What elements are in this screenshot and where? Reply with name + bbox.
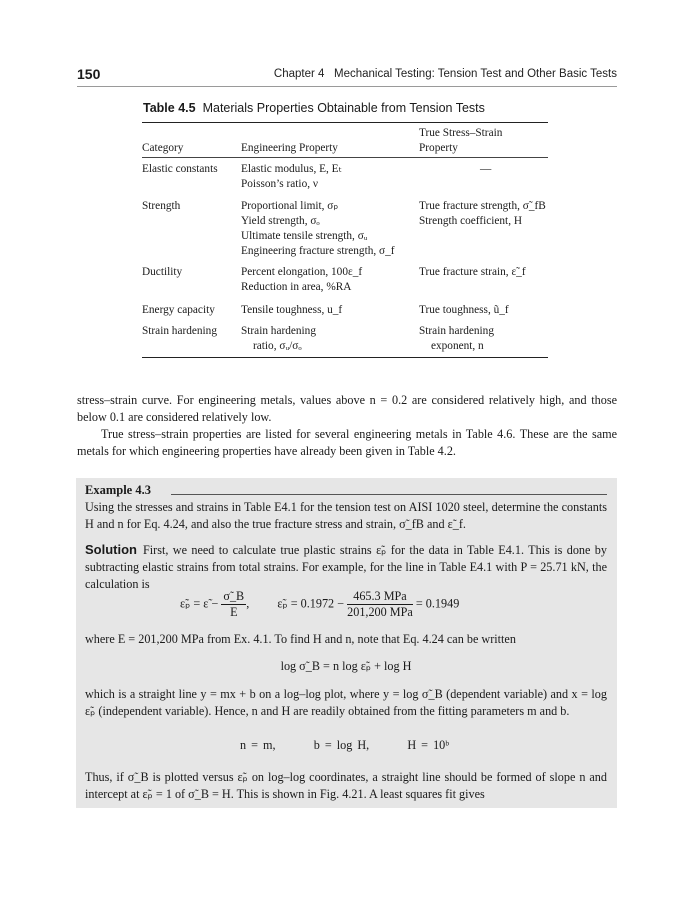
table-row-category: Energy capacity xyxy=(142,304,215,316)
page-number: 150 xyxy=(77,66,101,82)
solution-paragraph xyxy=(85,541,607,593)
table-row-category: Strain hardening xyxy=(142,325,217,337)
body-paragraph: True stress–strain properties are listed for several engineering metals in Table 4.6. These are the same metals for which engineering properties have already been given in Table 4.2. xyxy=(77,427,617,458)
solution-label: Solution xyxy=(85,542,137,557)
table-row-true: True toughness, ũ_f xyxy=(419,304,509,316)
table-caption xyxy=(143,101,485,115)
equation-plastic-strain: ε̃ₚ = ε̃ − $\frac{\sigmã\_B}{E}$ , ε̃ₚ = 0.1972 − $\frac{\text{465.3 MPa}}{\text{201,200 MPa}}$ = 0.1949 xyxy=(180,589,460,619)
thus-text: Thus, if σ̃_B is plotted versus ε̃ₚ on log–log coordinates, a straight line should be formed of slope n and intercept at ε̃ₚ = 1 of σ̃_B = H. This is shown in Fig. 4.21. A least squares fit gives xyxy=(85,770,607,801)
header-engineering-property: Engineering Property xyxy=(241,142,338,154)
table-row-true: Strain hardening exponent, n xyxy=(419,325,494,352)
fraction: $\frac{\text{465.3 MPa}}{\text{201,200 MPa}}$ xyxy=(347,589,413,619)
body-paragraph: stress–strain curve. For engineering metals, values above n = 0.2 are considered relatively high, and those below 0.1 are considered relatively low. xyxy=(77,393,617,424)
straight-line-text: which is a straight line y = mx + b on a log–log plot, where y = log σ̃_B (dependent variable) and x = log ε̃ₚ (independent variable). Hence, n and H are readily obtained from the fitting parameters m and b. xyxy=(85,687,607,718)
table-row-true: — xyxy=(480,163,492,175)
table-row-engineering: Proportional limit, σₚ Yield strength, σₒ Ultimate tensile strength, σᵤ Engineering fracture strength, σ_f xyxy=(241,200,395,257)
table-row-category: Strength xyxy=(142,200,181,212)
table-row-engineering: Percent elongation, 100ε_f Reduction in area, %RA xyxy=(241,266,363,293)
running-head xyxy=(77,66,617,86)
table-row-engineering: Elastic modulus, E, Eₜ Poisson’s ratio, ν xyxy=(241,163,342,190)
chapter-title: Chapter 4 Mechanical Testing: Tension Test and Other Basic Tests xyxy=(273,68,617,80)
where-text: where E = 201,200 MPa from Ex. 4.1. To find H and n, note that Eq. 4.24 can be written xyxy=(85,632,516,646)
solution-text: First, we need to calculate true plastic strains ε̃ₚ for the data in Table E4.1. This is done by subtracting elastic strains from total strains. For example, for the line in Table E4.1 with P = 25.71 kN, the calculation is xyxy=(85,543,607,591)
table-row-true: True fracture strength, σ̃_fB Strength coefficient, H xyxy=(419,200,546,227)
table-row-category: Elastic constants xyxy=(142,163,218,175)
table-label: Table 4.5 xyxy=(143,101,196,115)
example-title-rule xyxy=(171,494,607,495)
header-true-property: True Stress–Strain Property xyxy=(419,127,503,154)
table-row-engineering: Strain hardening ratio, σᵤ/σₒ xyxy=(241,325,316,352)
table-top-rule xyxy=(142,122,548,123)
header-rule xyxy=(77,86,617,87)
fraction: $\frac{\sigmã\_B}{E}$ xyxy=(223,589,245,619)
table-bottom-rule xyxy=(142,357,548,358)
equation-parameters: n = m, b = log H, H = 10ᵇ xyxy=(240,738,450,752)
table-header-rule xyxy=(142,157,548,158)
example-statement: Using the stresses and strains in Table E4.1 for the tension test on AISI 1020 steel, determine the constants H and n for Eq. 4.24, and also the true fracture stress and strain, σ̃_fB and ε̃_f. xyxy=(85,500,607,531)
table-title: Materials Properties Obtainable from Tension Tests xyxy=(202,101,485,115)
example-title: Example 4.3 xyxy=(85,483,151,497)
table-row-true: True fracture strain, ε̃_f xyxy=(419,266,526,278)
table-row-engineering: Tensile toughness, u_f xyxy=(241,304,343,316)
header-category: Category xyxy=(142,142,184,154)
equation-log-form: log σ̃_B = n log ε̃ₚ + log H xyxy=(280,659,412,673)
table-row-category: Ductility xyxy=(142,266,183,278)
